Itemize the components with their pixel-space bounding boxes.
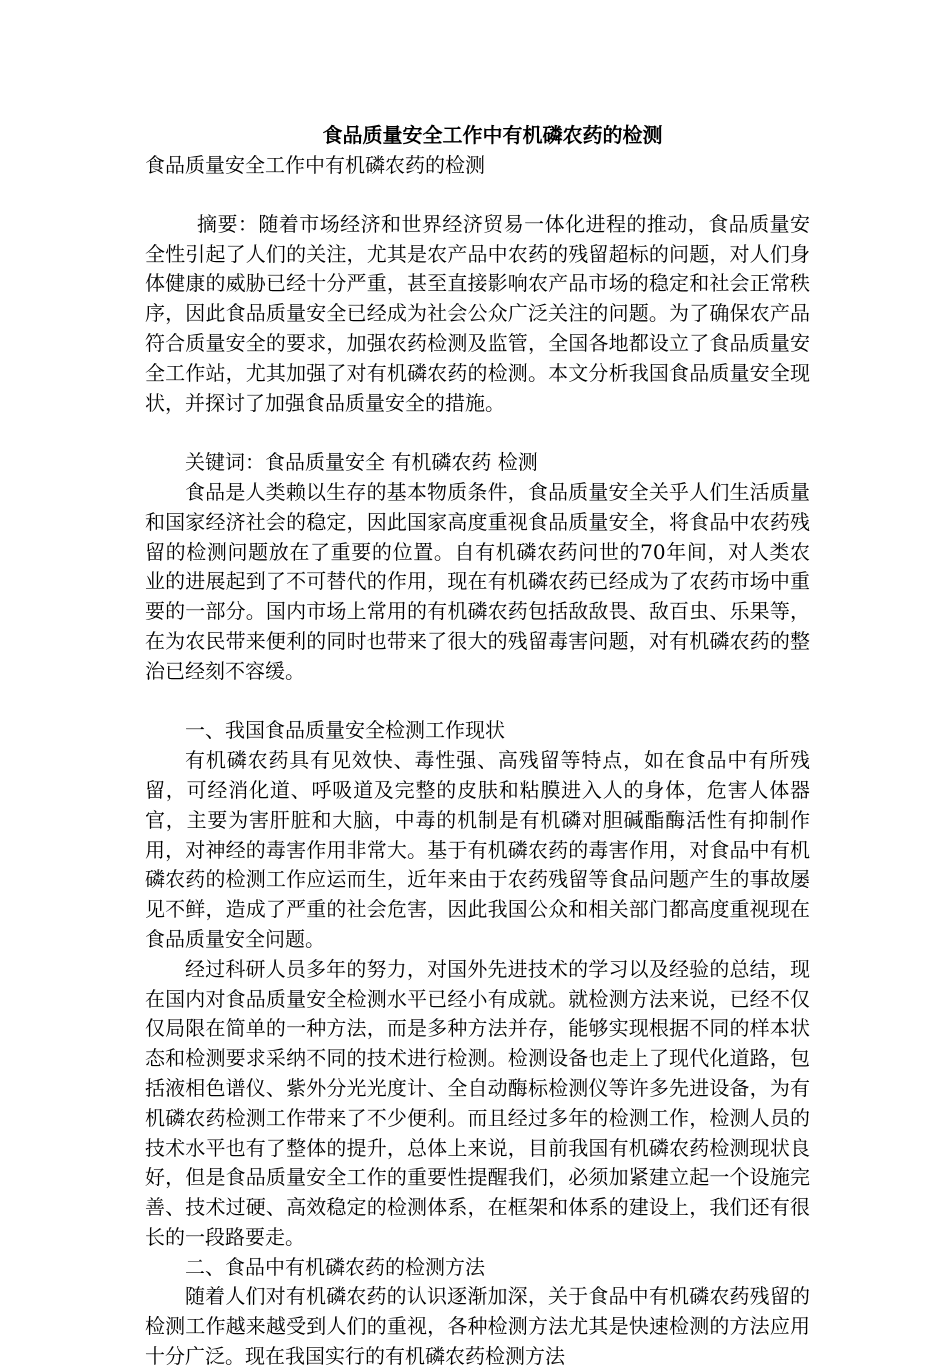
document-title: 食品质量安全工作中有机磷农药的检测 [322,123,663,147]
blank-line [145,180,810,210]
section2-heading: 二、食品中有机磷农药的检测方法 [185,1254,485,1279]
blank-line [145,418,810,448]
intro-paragraph: 食品是人类赖以生存的基本物质条件，食品质量安全关乎人们生活质量和国家经济社会的稳定，因此国家高度重视食品质量安全，将食品中农药残留的检测问题放在了重要的位置。自有机磷农药问世的70年间，对人类农业的进展起到了不可替代的作用，现在有机磷农药已经成为了农药市场中重要的一部分。国内市场上常用的有机磷农药包括敌敌畏、敌百虫、乐果等，在为农民带来便利的同时也带来了很大的残留毒害问题，对有机磷农药的整治已经刻不容缓。 [145,479,810,683]
keywords-line: 关键词：食品质量安全 有机磷农药 检测 [185,450,538,475]
document-body [145,120,810,1372]
section1-paragraph-2: 经过科研人员多年的努力，对国外先进技术的学习以及经验的总结，现在国内对食品质量安全检测水平已经小有成就。就检测方法来说，已经不仅仅局限在简单的一种方法，而是多种方法并存，能够实现根据不同的样本状态和检测要求采纳不同的技术进行检测。检测设备也走上了现代化道路，包括液相色谱仪、紫外分光光度计、全自动酶标检测仪等许多先进设备，为有机磷农药检测工作带来了不少便利。而且经过多年的检测工作，检测人员的技术水平也有了整体的提升，总体上来说，目前我国有机磷农药检测现状良好，但是食品质量安全工作的重要性提醒我们，必须加紧建立起一个设施完善、技术过硬、高效稳定的检测体系，在框架和体系的建设上，我们还有很长的一段路要走。 [145,956,810,1249]
blank-line [145,687,810,717]
section1-heading: 一、我国食品质量安全检测工作现状 [185,718,505,743]
section1-paragraph-1: 有机磷农药具有见效快、毒性强、高残留等特点，如在食品中有所残留，可经消化道、呼吸道及完整的皮肤和粘膜进入人的身体，危害人体器官，主要为害肝脏和大脑，中毒的机制是有机磷对胆碱酯酶活性有抑制作用，对神经的毒害作用非常大。基于有机磷农药的毒害作用，对食品中有机磷农药的检测工作应运而生，近年来由于农药残留等食品问题产生的事故屡见不鲜，造成了严重的社会危害，因此我国公众和相关部门都高度重视现在食品质量安全问题。 [145,748,810,951]
document-subtitle: 食品质量安全工作中有机磷农药的检测 [145,153,485,177]
section2-paragraph-1: 随着人们对有机磷农药的认识逐渐加深，关于食品中有机磷农药残留的检测工作越来越受到人们的重视，各种检测方法尤其是快速检测的方法应用十分广泛。现在我国实行的有机磷农药检测方法 [145,1284,810,1369]
abstract-paragraph: 摘要：随着市场经济和世界经济贸易一体化进程的推动，食品质量安全性引起了人们的关注，尤其是农产品中农药的残留超标的问题，对人们身体健康的威胁已经十分严重，甚至直接影响农产品市场的稳定和社会正常秩序，因此食品质量安全已经成为社会公众广泛关注的问题。为了确保农产品符合质量安全的要求，加强农药检测及监管，全国各地都设立了食品质量安全工作站，尤其加强了对有机磷农药的检测。本文分析我国食品质量安全现状，并探讨了加强食品质量安全的措施。 [145,211,810,415]
